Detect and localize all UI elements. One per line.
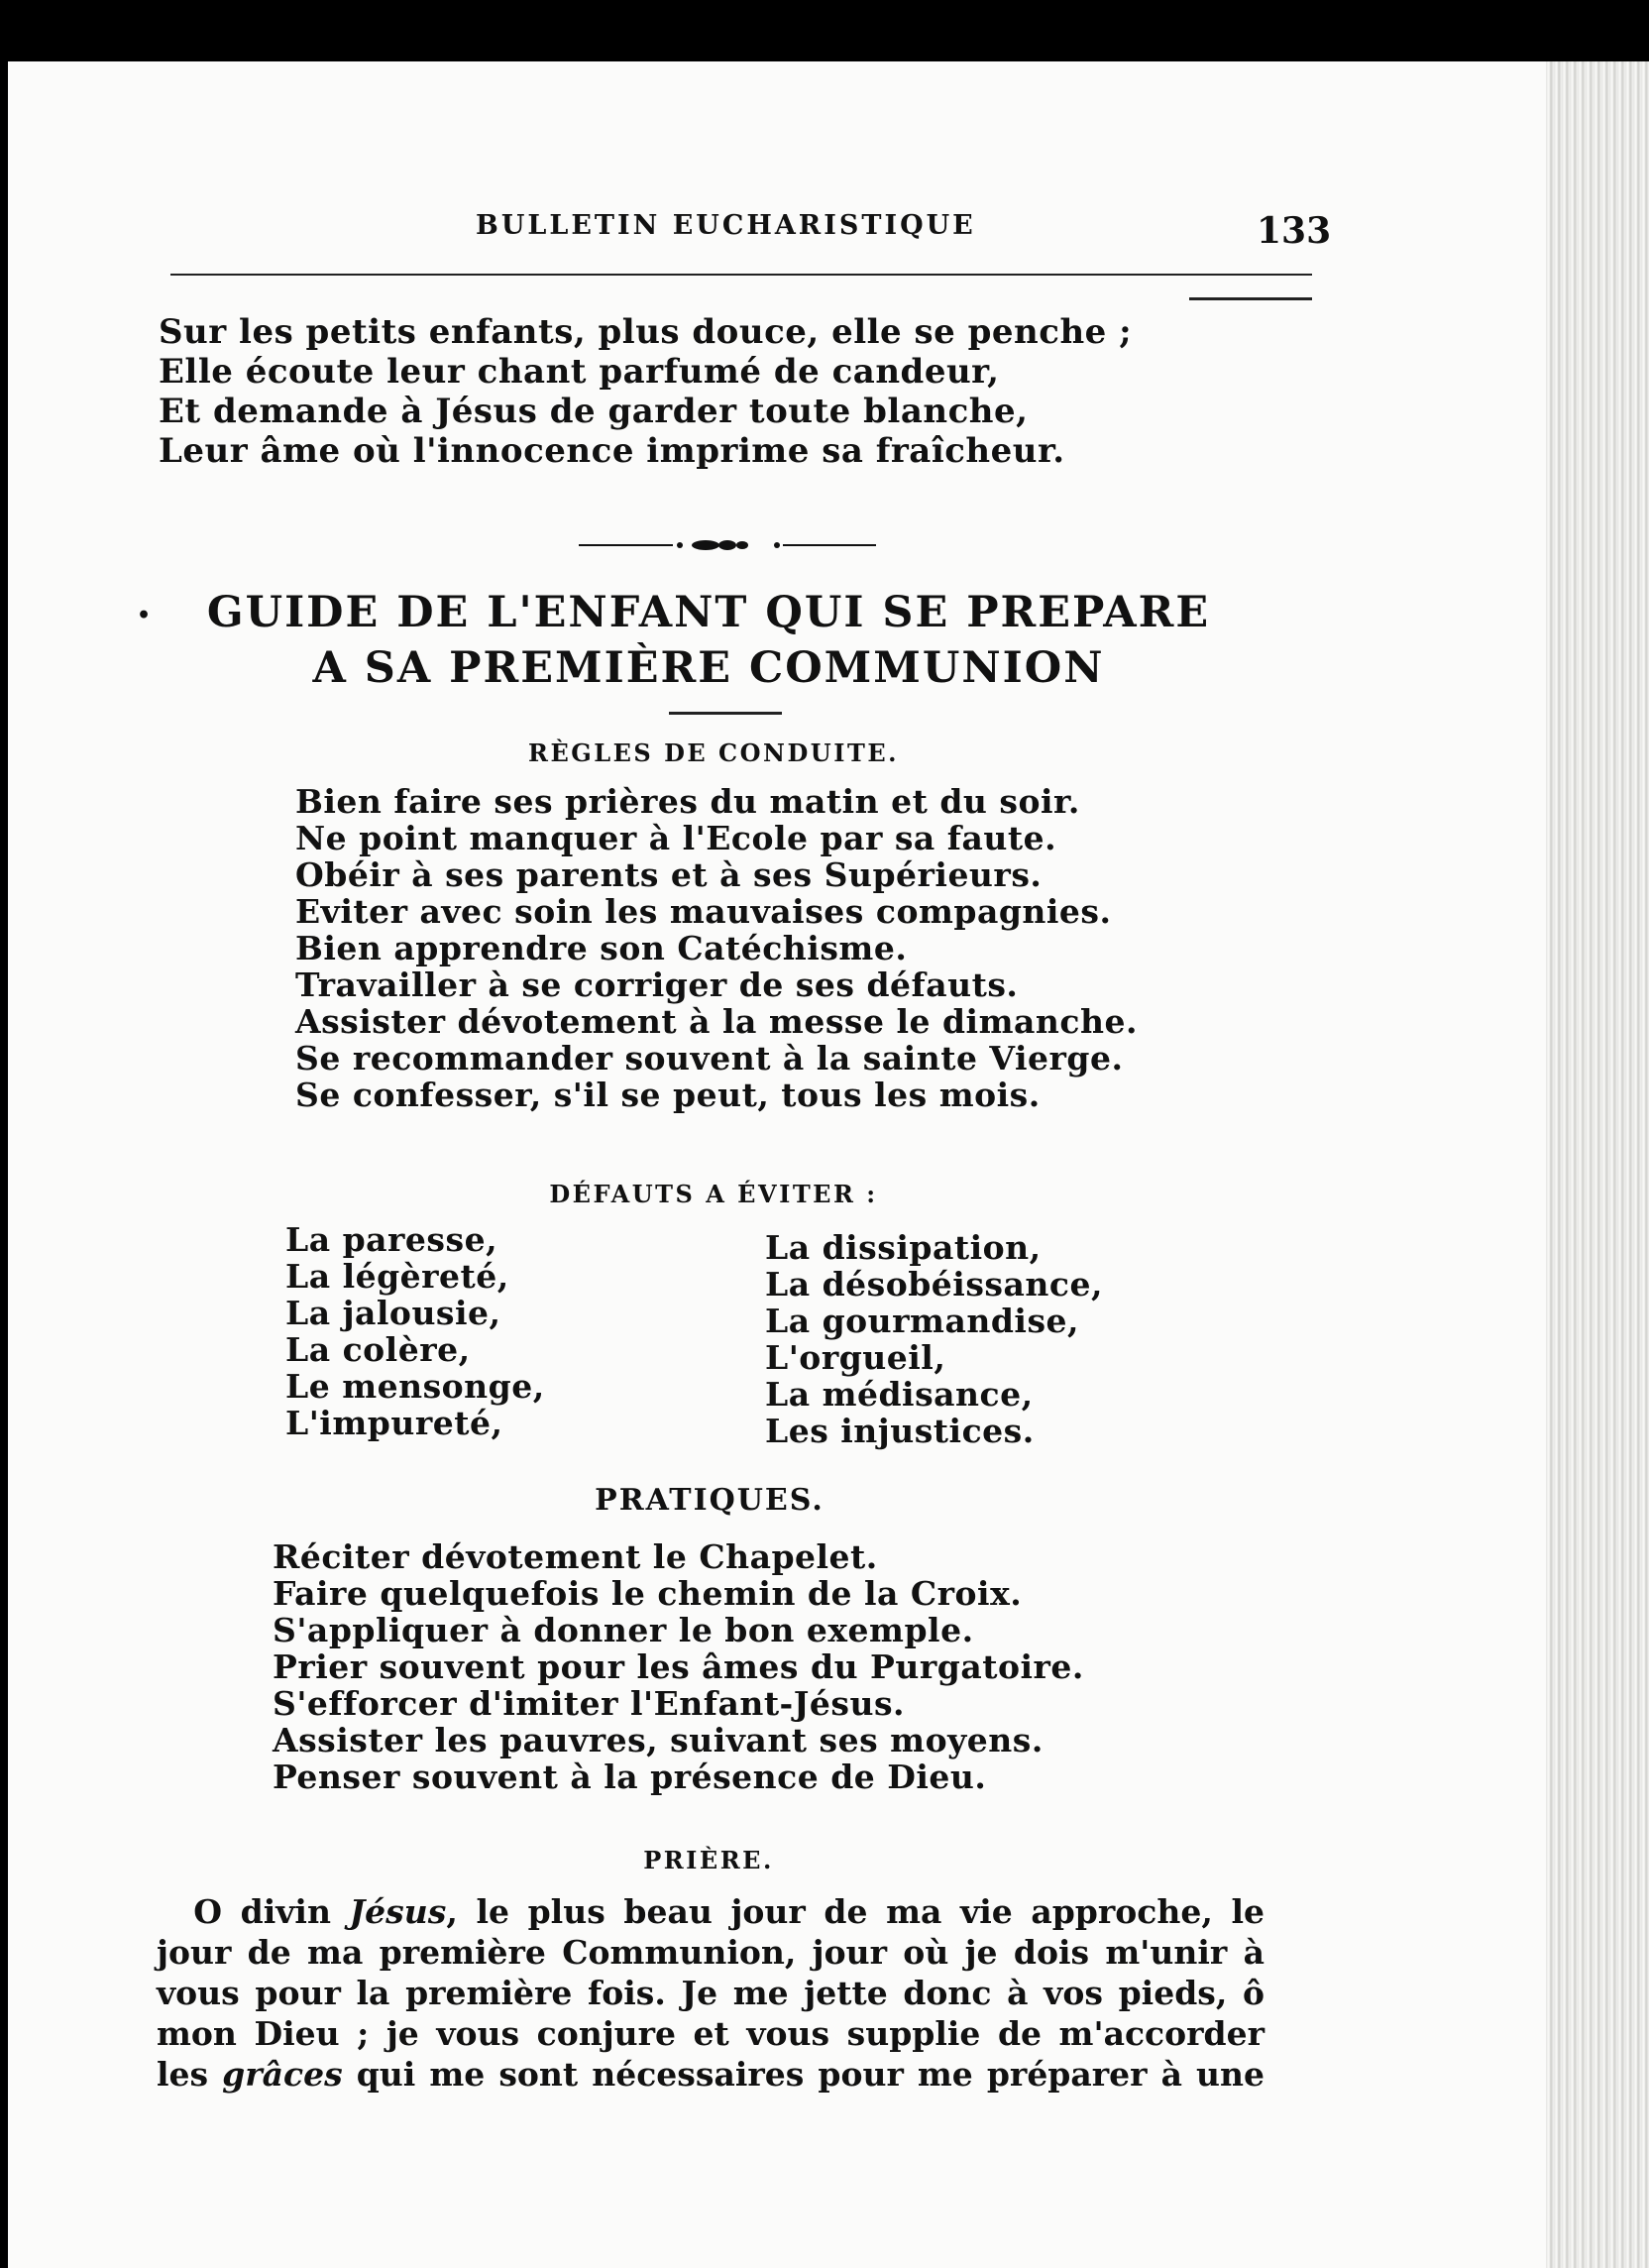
list-item: Réciter dévotement le Chapelet. bbox=[273, 1537, 878, 1576]
prayer-line: jour de ma première Communion, jour où je dois m'unir à bbox=[157, 1933, 1264, 1972]
prayer-line: mon Dieu ; je vous conjure et vous supplie de m'accorder bbox=[157, 2014, 1264, 2053]
list-item: La médisance, bbox=[765, 1375, 1034, 1414]
ornament-divider bbox=[579, 530, 876, 560]
header-rule-accent bbox=[1189, 297, 1312, 300]
list-item: S'appliquer à donner le bon exemple. bbox=[273, 1611, 974, 1649]
list-item: La paresse, bbox=[285, 1220, 498, 1259]
poem-line: Et demande à Jésus de garder toute blanche, bbox=[159, 392, 1029, 431]
section-heading-regles: RÈGLES DE CONDUITE. bbox=[528, 738, 899, 767]
section-heading-defauts: DÉFAUTS A ÉVITER : bbox=[549, 1180, 878, 1208]
prayer-line: O divin Jésus, le plus beau jour de ma vie approche, le bbox=[193, 1892, 1264, 1931]
list-item: Bien apprendre son Catéchisme. bbox=[295, 929, 908, 967]
emphasis: grâces bbox=[222, 2055, 343, 2094]
list-item: Travailler à se corriger de ses défauts. bbox=[295, 965, 1019, 1004]
list-item: Se recommander souvent à la sainte Vierge. bbox=[295, 1039, 1124, 1077]
section-heading-pratiques: PRATIQUES. bbox=[595, 1483, 824, 1518]
list-item: La légèreté, bbox=[285, 1257, 509, 1296]
poem-stanza bbox=[159, 312, 1132, 471]
list-item: Faire quelquefois le chemin de la Croix. bbox=[273, 1574, 1023, 1613]
header-rule bbox=[170, 274, 1312, 276]
stray-mark: • bbox=[137, 603, 152, 628]
prayer-line: les grâces qui me sont nécessaires pour me préparer à une bbox=[157, 2055, 1264, 2094]
list-item: Ne point manquer à l'Ecole par sa faute. bbox=[295, 819, 1057, 857]
list-item: Eviter avec soin les mauvaises compagnies. bbox=[295, 892, 1112, 931]
title-line: A SA PREMIÈRE COMMUNION bbox=[312, 643, 1105, 693]
list-item: Bien faire ses prières du matin et du soir. bbox=[295, 782, 1080, 821]
list-item: Obéir à ses parents et à ses Supérieurs. bbox=[295, 855, 1043, 894]
list-item: Assister dévotement à la messe le dimanche. bbox=[295, 1002, 1138, 1041]
list-item: Se confesser, s'il se peut, tous les mois. bbox=[295, 1076, 1041, 1114]
list-item: Le mensonge, bbox=[285, 1367, 545, 1406]
list-item: La jalousie, bbox=[285, 1294, 501, 1332]
list-item: L'impureté, bbox=[285, 1404, 503, 1442]
page-stack-edge bbox=[1546, 61, 1649, 2268]
defauts-right-column bbox=[765, 1229, 1103, 1449]
list-item: La désobéissance, bbox=[765, 1265, 1103, 1304]
prayer-paragraph bbox=[157, 1891, 1264, 2095]
list-item: Assister les pauvres, suivant ses moyens. bbox=[273, 1721, 1044, 1759]
list-item: L'orgueil, bbox=[765, 1338, 946, 1377]
running-title: BULLETIN EUCHARISTIQUE bbox=[476, 210, 976, 241]
poem-line: Sur les petits enfants, plus douce, elle se penche ; bbox=[159, 312, 1133, 352]
poem-line: Leur âme où l'innocence imprime sa fraîcheur. bbox=[159, 431, 1065, 471]
defauts-left-column bbox=[285, 1221, 545, 1441]
list-item: La dissipation, bbox=[765, 1228, 1042, 1267]
list-item: Les injustices. bbox=[765, 1412, 1035, 1450]
list-item: Penser souvent à la présence de Dieu. bbox=[273, 1758, 987, 1796]
page-number: 133 bbox=[1257, 210, 1332, 252]
prayer-line: vous pour la première fois. Je me jette donc à vos pieds, ô bbox=[157, 1974, 1264, 2012]
list-item: S'efforcer d'imiter l'Enfant-Jésus. bbox=[273, 1684, 906, 1723]
list-item: La colère, bbox=[285, 1330, 471, 1369]
section-heading-priere: PRIÈRE. bbox=[643, 1846, 774, 1874]
emphasis: Jésus bbox=[349, 1892, 447, 1931]
regles-list bbox=[295, 783, 1138, 1113]
title-rule bbox=[669, 712, 782, 715]
list-item: Prier souvent pour les âmes du Purgatoire. bbox=[273, 1647, 1084, 1686]
pratiques-list bbox=[273, 1538, 1084, 1795]
list-item: La gourmandise, bbox=[765, 1302, 1080, 1340]
title-line: GUIDE DE L'ENFANT QUI SE PREPARE bbox=[206, 588, 1211, 637]
poem-line: Elle écoute leur chant parfumé de candeur, bbox=[159, 352, 1000, 392]
article-title bbox=[139, 585, 1278, 696]
scan-border bbox=[0, 0, 8, 2268]
